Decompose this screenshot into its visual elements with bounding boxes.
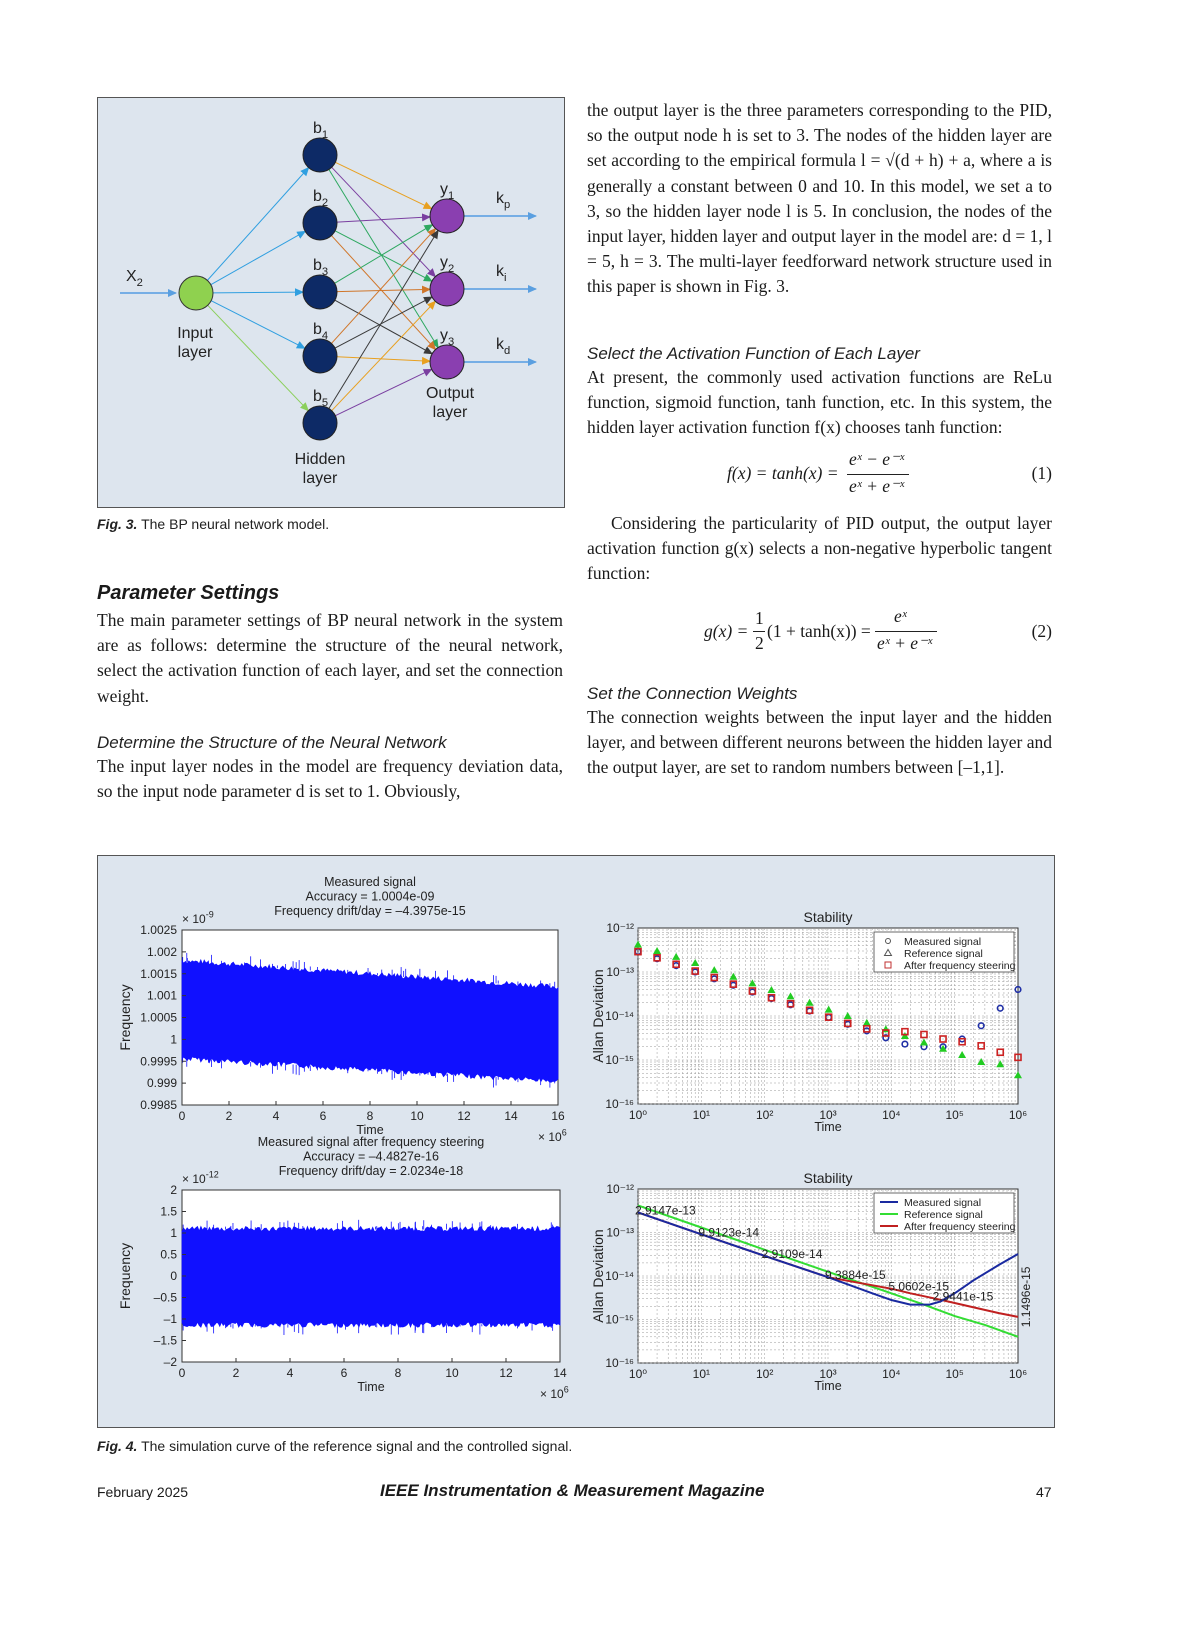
x-axis-label: Time <box>814 1120 842 1134</box>
eq2-denominator: eˣ + e⁻ˣ <box>877 633 933 653</box>
y-tick-label: –2 <box>163 1355 177 1369</box>
hidden-node <box>303 275 337 309</box>
x-axis-label: Time <box>814 1379 842 1393</box>
eq2-half-bar <box>753 631 765 632</box>
hidden-node <box>303 138 337 172</box>
x-tick-label: 10 <box>410 1109 424 1123</box>
y-tick-label: 10⁻¹³ <box>606 1225 634 1240</box>
y-tick-label: 1 <box>170 1226 177 1240</box>
hidden-node-label: $b_5$ <box>313 388 329 409</box>
activation-paragraph: At present, the commonly used activation functions are ReLu function, sigmoid function, tanh function, etc. In this system, the hidden layer activation function f(x) chooses tanh function: <box>587 367 1052 438</box>
chart-title-line: Frequency drift/day = –4.3975e-15 <box>274 904 466 918</box>
x-tick-label: 2 <box>225 1109 233 1123</box>
legend-label: After frequency steering <box>904 960 1016 972</box>
x-tick-label: 4 <box>272 1109 280 1123</box>
input-hidden-connection <box>211 301 305 349</box>
time-chart-3 <box>117 1135 569 1401</box>
chart-title: Stability <box>803 1170 853 1186</box>
hidden-output-connection <box>335 369 431 415</box>
hidden-output-connection <box>335 300 432 354</box>
eq1-denominator: eˣ + e⁻ˣ <box>849 476 905 496</box>
eq2-fraction-bar <box>875 631 937 632</box>
y-tick-label: 1 <box>170 1032 177 1047</box>
hidden-node-label: $b_1$ <box>313 120 329 141</box>
y-exponent-label: × $10^{-9}$ <box>182 909 214 926</box>
y-tick-label: 0.999 <box>146 1076 177 1091</box>
x-tick-label: 12 <box>499 1366 513 1380</box>
y-tick-label: 10⁻¹⁶ <box>605 1097 634 1111</box>
hidden-output-connection <box>335 297 432 348</box>
x-tick-label: 6 <box>340 1366 348 1380</box>
hidden-layer-label: layer <box>302 470 338 487</box>
x-tick-label: 10⁴ <box>882 1367 901 1381</box>
legend-label: Measured signal <box>904 936 982 948</box>
figure-4-charts <box>98 856 1054 1427</box>
signal-band <box>182 1227 560 1328</box>
y-axis-label: Allan Deviation <box>590 969 606 1063</box>
y-tick-label: 0 <box>170 1269 177 1283</box>
x-tick-label: 14 <box>504 1109 518 1123</box>
legend-label: Reference signal <box>904 948 983 960</box>
eq1-lhs: f(x) = tanh(x) = <box>727 463 839 483</box>
input-layer-label: layer <box>177 344 213 361</box>
y-tick-label: –1 <box>163 1312 177 1326</box>
figure-3-caption <box>97 516 329 532</box>
y-tick-label: 10⁻¹³ <box>606 965 634 979</box>
x-tick-label: 10⁰ <box>628 1367 648 1381</box>
y-tick-label: 10⁻¹⁵ <box>605 1053 634 1067</box>
annotation-label: 9.3884e-15 <box>825 1268 886 1283</box>
x-tick-label: 10¹ <box>692 1108 711 1122</box>
eq2-lhs: g(x) = <box>704 621 749 641</box>
output-activation-paragraph: Considering the particularity of PID output, the output layer activation function g(x) selects a non-negative hyperbolic tangent function: <box>587 513 1052 584</box>
equation-2 <box>587 604 1052 660</box>
eq2-middle: (1 + tanh(x)) = <box>767 621 871 641</box>
subheading-weights: Set the Connection Weights <box>587 684 798 703</box>
y-axis-label: Frequency <box>117 1242 133 1310</box>
hidden-output-connection <box>329 169 438 347</box>
x-axis-label: Time <box>356 1123 384 1137</box>
hidden-node <box>303 339 337 373</box>
x-tick-label: 6 <box>319 1109 327 1123</box>
y-tick-label: 10⁻¹² <box>606 1182 634 1196</box>
x-tick-label: 10 <box>445 1366 459 1380</box>
input-node <box>179 276 213 310</box>
hidden-output-connection <box>332 301 436 410</box>
figure-4-caption-label: Fig. 4. <box>97 1438 138 1454</box>
y-axis-label: Frequency <box>117 984 133 1051</box>
x-tick-label: 10⁵ <box>945 1108 964 1122</box>
figure-4-caption <box>97 1438 572 1454</box>
figure-3-panel <box>97 97 565 508</box>
hidden-node-label: $b_4$ <box>313 321 329 342</box>
stability-chart-2 <box>590 909 1027 1134</box>
x-tick-label: 10¹ <box>692 1367 711 1381</box>
legend-label: After frequency steering <box>904 1221 1016 1233</box>
chart-title: Stability <box>803 909 853 925</box>
y-tick-label: 1.0005 <box>140 1010 177 1025</box>
weights-paragraph: The connection weights between the input layer and the hidden layer, and between different neurons between the hidden layer and the output layer, are set to random numbers between [–1,1]. <box>587 707 1052 778</box>
x-tick-label: 0 <box>178 1109 186 1123</box>
x-tick-label: 2 <box>232 1366 240 1380</box>
output-node <box>430 345 464 379</box>
figure-4-caption-text: The simulation curve of the reference signal and the controlled signal. <box>141 1438 573 1454</box>
input-node-label: $X_2$ <box>126 268 143 289</box>
hidden-node <box>303 406 337 440</box>
y-exponent-label: × $10^{-12}$ <box>182 1169 219 1186</box>
x-axis-label: Time <box>357 1380 385 1394</box>
figure-4-panel <box>97 855 1055 1428</box>
annotation-label: 1.1496e-15 <box>1019 1266 1033 1328</box>
y-tick-label: –0.5 <box>153 1290 177 1305</box>
eq1-numerator: eˣ − e⁻ˣ <box>849 449 905 469</box>
x-tick-label: 8 <box>366 1109 374 1123</box>
x-tick-label: 10² <box>755 1108 774 1122</box>
stability-chart-4 <box>590 1170 1033 1393</box>
subheading-activation: Select the Activation Function of Each Layer <box>587 344 920 363</box>
chart-title-line: Measured signal after frequency steering <box>257 1135 485 1149</box>
y-tick-label: 10⁻¹² <box>606 921 634 935</box>
hidden-output-connection <box>331 236 435 350</box>
x-exponent-label: × $10^6$ <box>538 1127 567 1144</box>
y-tick-label: 1.0015 <box>140 966 177 981</box>
footer-page-number: 47 <box>1036 1484 1052 1500</box>
y-tick-label: 0.5 <box>160 1247 177 1262</box>
equation-1 <box>587 450 1052 500</box>
output-node-label: $y_1$ <box>440 181 455 202</box>
legend <box>874 1193 1016 1233</box>
hidden-node-label: $b_3$ <box>313 257 329 278</box>
output-node <box>430 199 464 233</box>
y-tick-label: 10⁻¹⁶ <box>605 1356 634 1370</box>
pid-output-label: $k_i$ <box>496 263 507 284</box>
hidden-layer-label: Hidden <box>294 451 346 468</box>
x-tick-label: 8 <box>394 1366 402 1380</box>
eq1-number: (1) <box>1031 463 1052 483</box>
x-tick-label: 12 <box>457 1109 471 1123</box>
figure-3-caption-label: Fig. 3. <box>97 516 138 532</box>
eq2-number: (2) <box>1031 621 1052 641</box>
hidden-node <box>303 206 337 240</box>
x-tick-label: 16 <box>551 1109 565 1123</box>
y-tick-label: 1.002 <box>146 944 177 959</box>
output-node-label: $y_3$ <box>440 327 455 348</box>
eq2-half-numerator: 1 <box>755 608 764 628</box>
x-exponent-label: × $10^6$ <box>540 1384 569 1401</box>
y-tick-label: 1.0025 <box>140 923 177 937</box>
chart-title-line: Accuracy = –4.4827e-16 <box>303 1149 439 1164</box>
input-hidden-connection <box>213 292 303 293</box>
neural-network-diagram <box>98 98 564 507</box>
x-tick-label: 0 <box>178 1366 186 1380</box>
output-node <box>430 272 464 306</box>
eq1-fraction-bar <box>847 474 909 475</box>
chart-title-line: Measured signal <box>324 875 416 889</box>
section-heading: Parameter Settings <box>97 582 280 604</box>
pid-output-label: $k_p$ <box>496 190 511 211</box>
annotation-label: 2.9147e-13 <box>635 1203 696 1218</box>
x-tick-label: 10² <box>755 1367 774 1381</box>
hidden-output-connection <box>335 162 431 208</box>
annotation-label: 5.0602e-15 <box>888 1279 950 1294</box>
hidden-output-connection <box>337 357 430 361</box>
right-paragraph-top: the output layer is the three parameters corresponding to the PID, so the output node h is set to 3. The nodes of the hidden layer are set according to the empirical formula l = √(d + h) + a, where a is generally a constant between 0 and 10. In this model, we set a to 3, so the hidden layer node l is 5. In conclusion, the nodes of the input layer, hidden layer and output layer in the model are: d = 1, l = 5, h = 3. The multi-layer feedforward network structure used in this paper is shown in Fig. 3. <box>587 100 1053 297</box>
y-tick-label: 0.9995 <box>140 1054 177 1069</box>
annotation-label: 9.9123e-14 <box>698 1225 760 1240</box>
x-tick-label: 10⁶ <box>1008 1108 1028 1122</box>
hidden-node-label: $b_2$ <box>313 188 329 209</box>
y-tick-label: –1.5 <box>153 1333 177 1348</box>
legend-label: Reference signal <box>904 1209 983 1221</box>
annotation-label: 2.9441e-15 <box>932 1289 994 1304</box>
annotation-label: 2.9109e-14 <box>761 1246 823 1261</box>
y-tick-label: 1.001 <box>146 988 177 1003</box>
y-tick-label: 10⁻¹⁴ <box>605 1269 634 1283</box>
y-tick-label: 1.5 <box>160 1204 177 1219</box>
output-layer-label: layer <box>432 404 468 421</box>
footer-date: February 2025 <box>97 1484 189 1500</box>
x-tick-label: 10³ <box>819 1367 837 1381</box>
pid-output-label: $k_d$ <box>496 336 511 357</box>
hidden-output-connection <box>335 225 433 284</box>
hidden-output-connection <box>329 230 438 408</box>
x-tick-label: 10⁵ <box>945 1367 964 1381</box>
time-chart-1 <box>117 875 567 1144</box>
x-tick-label: 10⁶ <box>1008 1367 1028 1381</box>
legend <box>874 932 1016 972</box>
output-node-label: $y_2$ <box>440 254 455 275</box>
y-tick-label: 2 <box>170 1183 177 1197</box>
eq2-half-denominator: 2 <box>755 633 764 653</box>
structure-paragraph: The input layer nodes in the model are frequency deviation data, so the input node parameter d is set to 1. Obviously, <box>97 756 563 802</box>
x-tick-label: 10⁴ <box>882 1108 901 1122</box>
chart-title-line: Accuracy = 1.0004e-09 <box>305 889 435 904</box>
x-tick-label: 10³ <box>819 1108 837 1122</box>
eq2-numerator: eˣ <box>894 606 907 626</box>
output-layer-label: Output <box>425 385 475 402</box>
input-hidden-connection <box>207 168 308 281</box>
y-tick-label: 10⁻¹⁵ <box>605 1312 634 1327</box>
footer-journal: IEEE Instrumentation & Measurement Magazine <box>380 1481 765 1500</box>
x-tick-label: 10⁰ <box>628 1108 648 1122</box>
input-hidden-connection <box>211 231 305 284</box>
legend-label: Measured signal <box>904 1197 982 1209</box>
y-tick-label: 0.9985 <box>140 1098 177 1112</box>
y-axis-label: Allan Deviation <box>590 1229 606 1323</box>
hidden-output-connection <box>331 229 435 344</box>
chart-title-line: Frequency drift/day = 2.0234e-18 <box>278 1164 464 1178</box>
y-tick-label: 10⁻¹⁴ <box>605 1009 634 1023</box>
section-paragraph: The main parameter settings of BP neural network in the system are as follows: determine the structure of the neural network, select the activation function of each layer, and set the connection weight. <box>97 610 563 706</box>
x-tick-label: 14 <box>553 1366 567 1380</box>
subheading-structure: Determine the Structure of the Neural Network <box>97 733 447 752</box>
input-hidden-connection <box>208 305 309 410</box>
figure-3-caption-text: The BP neural network model. <box>141 516 330 532</box>
x-tick-label: 4 <box>286 1366 294 1380</box>
hidden-output-connection <box>337 289 430 291</box>
input-layer-label: Input <box>177 325 213 342</box>
